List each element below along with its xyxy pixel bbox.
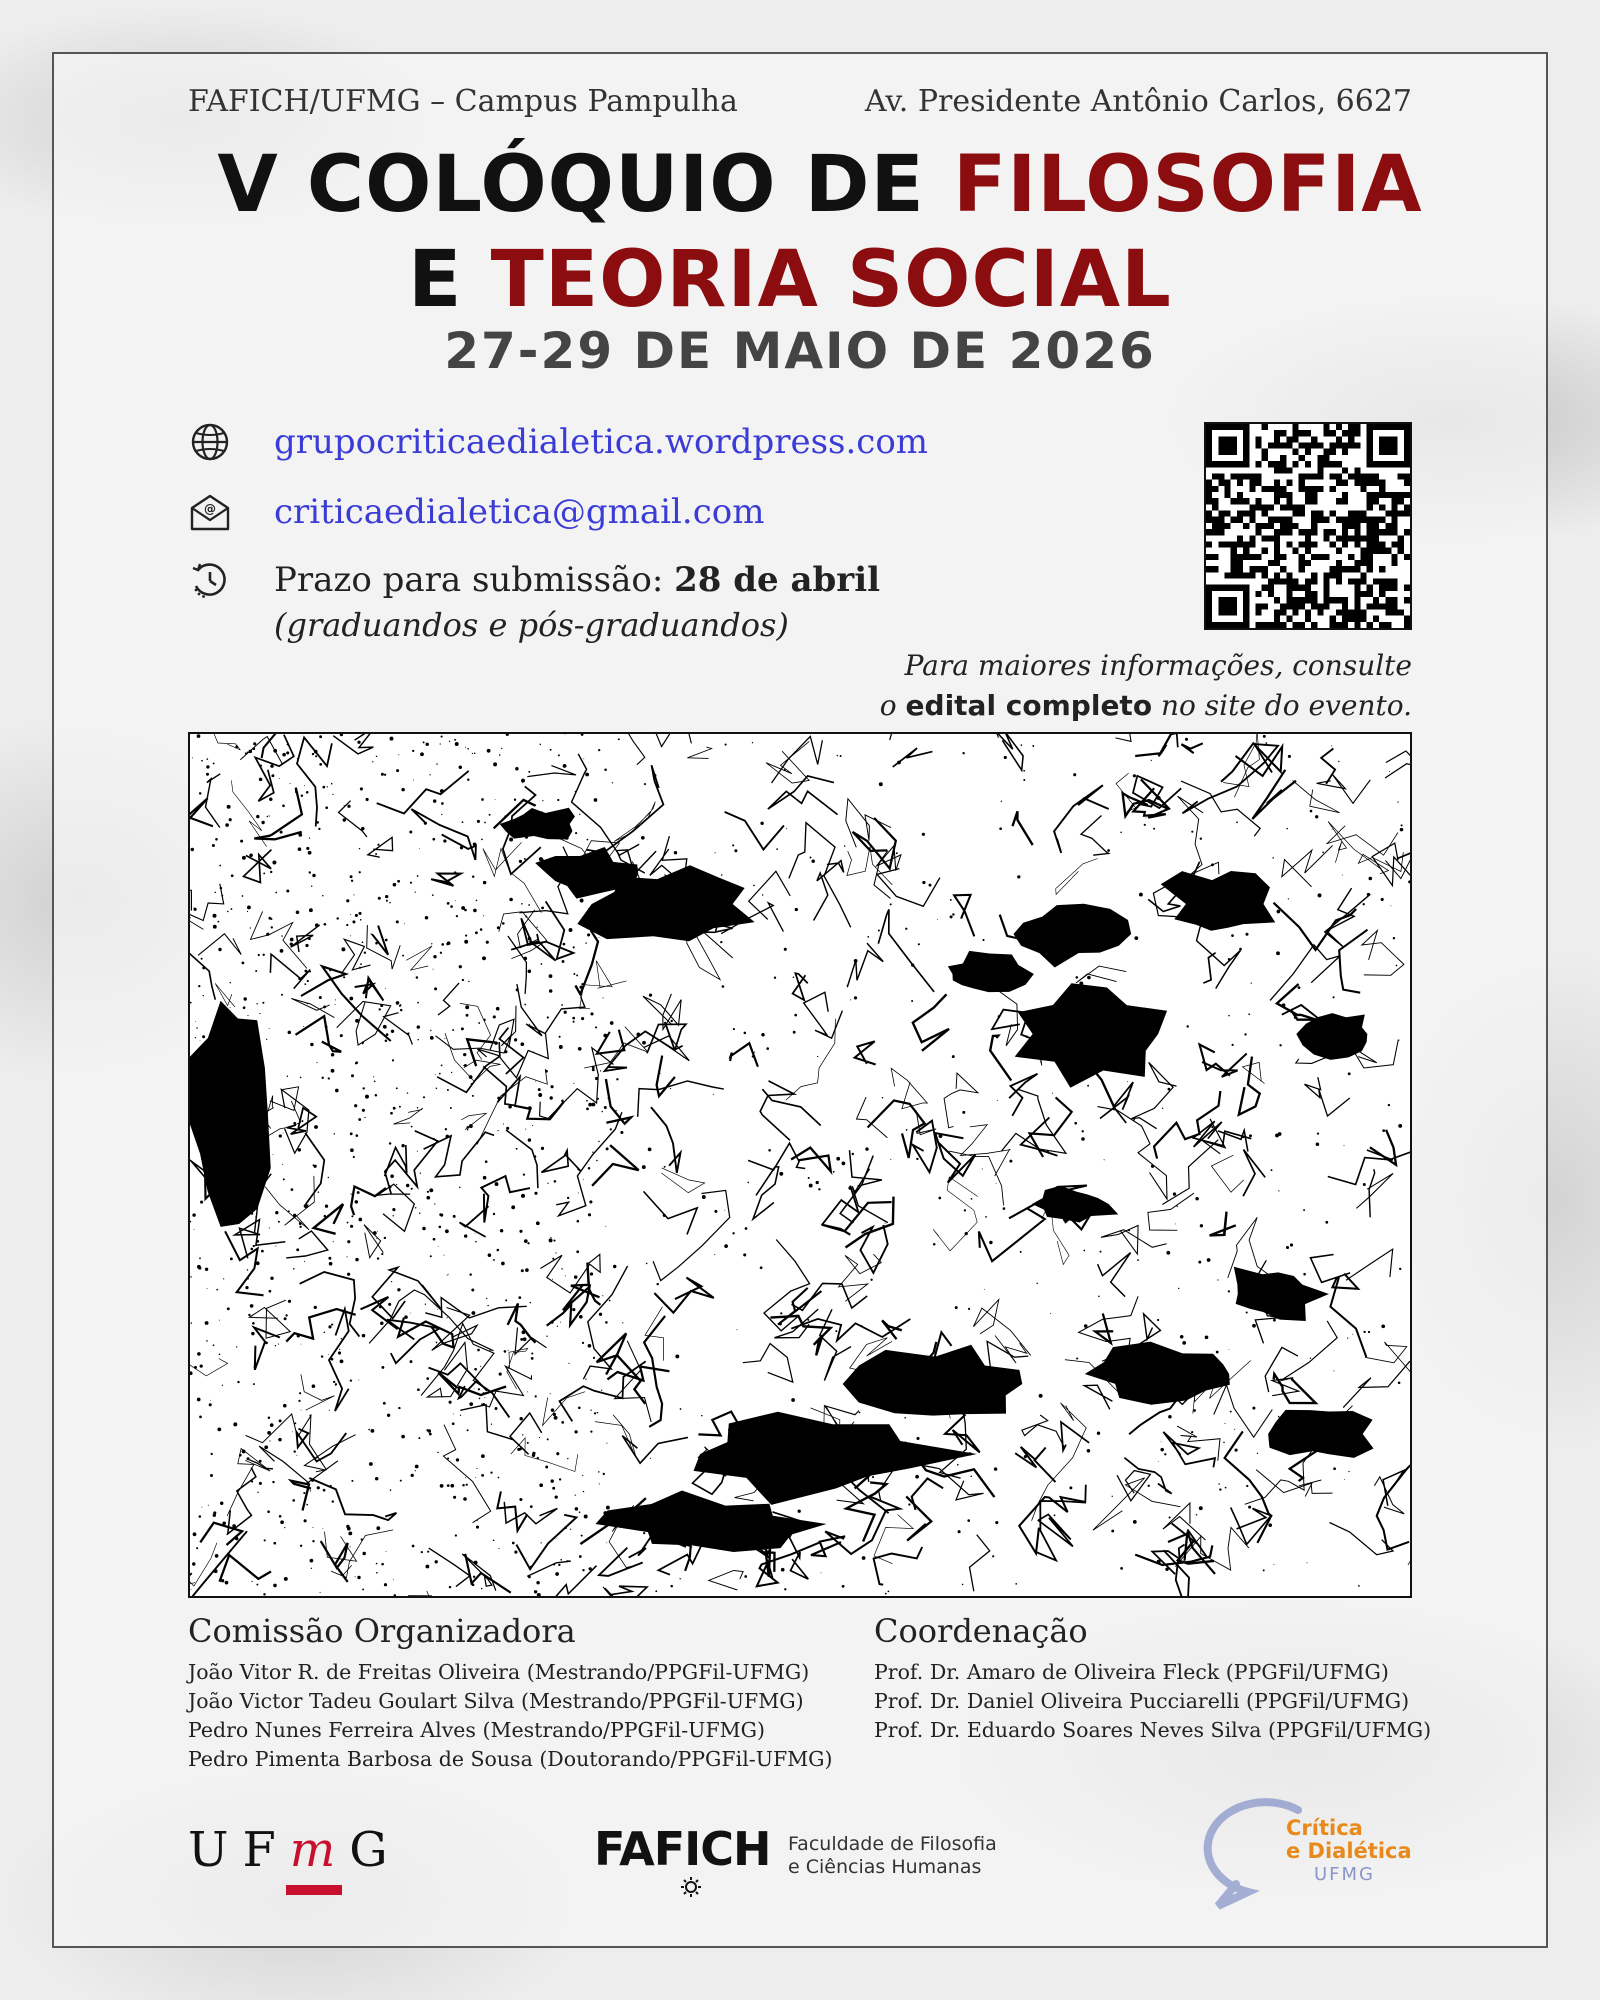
more-info-line1: Para maiores informações, consulte	[904, 649, 1412, 682]
committee-member: João Victor Tadeu Goulart Silva (Mestrando/PPGFil-UFMG)	[188, 1689, 804, 1713]
event-title-line1	[20, 140, 1600, 230]
svg-text:@: @	[204, 502, 216, 516]
event-date: 27-29 DE MAIO DE 2026	[444, 322, 1156, 380]
website-link[interactable]: grupocriticaedialetica.wordpress.com	[274, 422, 929, 462]
more-info-note	[880, 646, 1412, 726]
cracked-earth-image	[188, 732, 1412, 1598]
address-label: Av. Presidente Antônio Carlos, 6627	[864, 84, 1412, 119]
deadline-audience: (graduandos e pós-graduandos)	[274, 606, 789, 644]
ufmg-letter: m	[289, 1822, 350, 1878]
deadline-row	[188, 558, 880, 602]
email-row	[188, 490, 764, 534]
qr-code[interactable]	[1204, 422, 1412, 630]
coordination-member: Prof. Dr. Daniel Oliveira Pucciarelli (PPGFil/UFMG)	[874, 1689, 1410, 1713]
event-title-line2	[0, 235, 1590, 325]
edital-link[interactable]: edital completo	[905, 689, 1153, 722]
committee-member: Pedro Nunes Ferreira Alves (Mestrando/PPGFil-UFMG)	[188, 1718, 766, 1742]
fafich-subtitle-line2: e Ciências Humanas	[788, 1856, 982, 1878]
cd-title-line2: e Dialética	[1286, 1839, 1412, 1863]
ufmg-logo	[188, 1822, 402, 1878]
coordination-member: Prof. Dr. Amaro de Oliveira Fleck (PPGFil/UFMG)	[874, 1660, 1389, 1684]
coordination-title: Coordenação	[874, 1612, 1088, 1650]
ufmg-letter: G	[349, 1822, 402, 1878]
email-link[interactable]: criticaedialetica@gmail.com	[274, 492, 765, 532]
title-part: E	[408, 235, 491, 325]
more-info-text: o	[879, 689, 906, 722]
fafich-logo: FAFICH	[594, 1822, 771, 1876]
title-highlight: TEORIA SOCIAL	[490, 235, 1172, 325]
envelope-icon	[188, 490, 232, 534]
committee-member: João Vitor R. de Freitas Oliveira (Mestrando/PPGFil-UFMG)	[188, 1660, 810, 1684]
more-info-text: no site do evento.	[1152, 689, 1412, 722]
ufmg-letter: F	[242, 1822, 290, 1878]
coordination-member: Prof. Dr. Eduardo Soares Neves Silva (PPGFil/UFMG)	[874, 1718, 1432, 1742]
fafich-sun-icon	[680, 1876, 702, 1898]
globe-icon	[188, 420, 232, 464]
title-highlight: FILOSOFIA	[952, 140, 1423, 230]
fafich-subtitle-line1: Faculdade de Filosofia	[788, 1833, 997, 1855]
more-info-line2	[880, 686, 1412, 726]
website-row	[188, 420, 928, 464]
deadline-label: Prazo para submissão:	[274, 560, 675, 600]
ufmg-logo-bar	[286, 1885, 342, 1895]
title-part: V COLÓQUIO DE	[217, 140, 953, 230]
clock-icon	[188, 558, 232, 602]
ufmg-letter: U	[188, 1822, 243, 1878]
deadline-date: 28 de abril	[674, 560, 881, 600]
cd-ufmg: UFMG	[1314, 1864, 1376, 1885]
committee-title: Comissão Organizadora	[188, 1612, 576, 1650]
cd-title-line1: Crítica	[1286, 1816, 1363, 1840]
campus-label: FAFICH/UFMG – Campus Pampulha	[188, 84, 738, 119]
deadline-text	[274, 560, 880, 600]
critica-dialetica-logo	[1188, 1794, 1428, 1914]
committee-member: Pedro Pimenta Barbosa de Sousa (Doutorando/PPGFil-UFMG)	[188, 1747, 833, 1771]
